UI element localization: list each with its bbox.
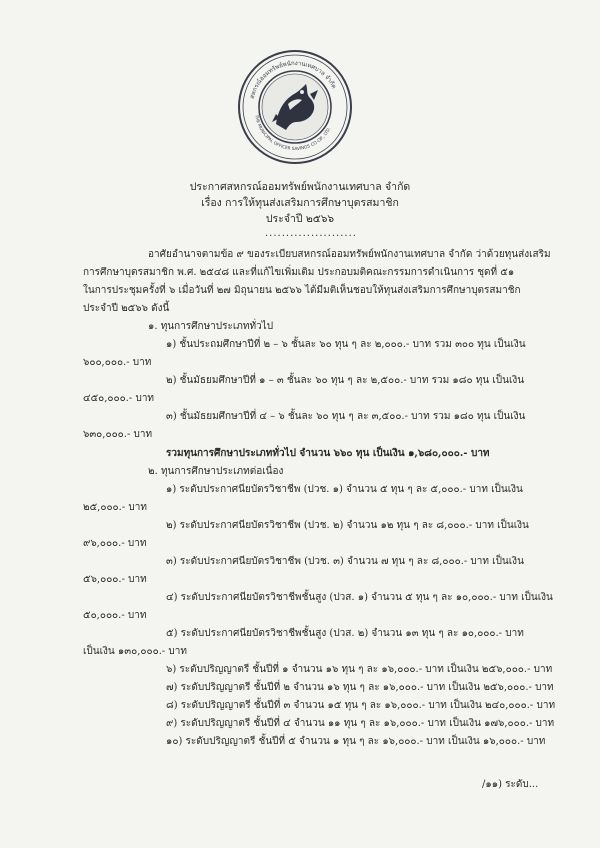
svg-text:สหกรณ์ออมทรัพย์พนักงานเทศบาล จ: สหกรณ์ออมทรัพย์พนักงานเทศบาล จำกัด — [248, 59, 338, 100]
list-item: ๔) ระดับประกาศนียบัตรวิชาชีพชั้นสูง (ปวส. ๑) จำนวน ๕ ทุน ๆ ละ ๑๐,๐๐๐.- บาท เป็นเงิน — [166, 592, 553, 603]
list-item-continuation: ๙๖,๐๐๐.- บาท — [83, 538, 147, 549]
announcement-year: ประจำปี ๒๕๖๖ — [265, 213, 335, 225]
list-item: ๗) ระดับปริญญาตรี ชั้นปีที่ ๒ จำนวน ๑๖ ทุน ๆ ละ ๑๖,๐๐๐.- บาท เป็นเงิน ๒๕๖,๐๐๐.- บาท — [166, 682, 554, 693]
list-item-continuation: ๖๐๐,๐๐๐.- บาท — [83, 357, 152, 368]
list-item: ๒) ชั้นมัธยมศึกษาปีที่ ๑ – ๓ ชั้นละ ๖๐ ทุน ๆ ละ ๒,๕๐๐.- บาท รวม ๑๘๐ ทุน เป็นเงิน — [166, 375, 525, 386]
section-heading: ๒. ทุนการศึกษาประเภทต่อเนื่อง — [148, 466, 284, 477]
intro-line: อาศัยอำนาจตามข้อ ๙ ของระเบียบสหกรณ์ออมทรัพย์พนักงานเทศบาล จำกัด ว่าด้วยทุนส่งเสริม — [148, 249, 551, 260]
list-item-continuation: ๖๓๐,๐๐๐.- บาท — [83, 429, 153, 440]
list-item: ๑) ระดับประกาศนียบัตรวิชาชีพ (ปวช. ๑) จำนวน ๕ ทุน ๆ ละ ๕,๐๐๐.- บาท เป็นเงิน — [166, 484, 523, 495]
intro-line: การศึกษาบุตรสมาชิก พ.ศ. ๒๕๔๘ และที่แก้ไขเพิ่มเติม ประกอบมติคณะกรรมการดำเนินการ ชุดที่ ๕๑ — [83, 267, 515, 278]
intro-line: ในการประชุมครั้งที่ ๖ เมื่อวันที่ ๒๗ มิถุนายน ๒๕๖๖ ได้มีมติเห็นชอบให้ทุนส่งเสริมการศึกษาบุตรสมาชิก — [83, 285, 521, 296]
intro-line: ประจำปี ๒๕๖๖ ดังนี้ — [83, 303, 170, 314]
cooperative-seal-logo — [236, 48, 354, 166]
announcement-title: ประกาศสหกรณ์ออมทรัพย์พนักงานเทศบาล จำกัด — [189, 181, 411, 193]
list-item: ๕) ระดับประกาศนียบัตรวิชาชีพชั้นสูง (ปวส. ๒) จำนวน ๑๓ ทุน ๆ ละ ๑๐,๐๐๐.- บาท — [166, 628, 524, 639]
list-item: ๓) ชั้นมัธยมศึกษาปีที่ ๔ – ๖ ชั้นละ ๖๐ ทุน ๆ ละ ๓,๕๐๐.- บาท รวม ๑๘๐ ทุน เป็นเงิน — [166, 411, 526, 422]
list-item: ๙) ระดับปริญญาตรี ชั้นปีที่ ๔ จำนวน ๑๑ ทุน ๆ ละ ๑๖,๐๐๐.- บาท เป็นเงิน ๑๗๖,๐๐๐.- บาท — [166, 718, 555, 729]
svg-text:THE MUNICIPAL OFFICER SAVINGS: THE MUNICIPAL OFFICER SAVINGS CO-OP., LTD. — [253, 114, 333, 153]
list-item-continuation: ๒๕,๐๐๐.- บาท — [83, 502, 147, 513]
list-item: ๑๐) ระดับปริญญาตรี ชั้นปีที่ ๕ จำนวน ๑ ทุน ๆ ละ ๑๖,๐๐๐.- บาท เป็นเงิน ๑๖,๐๐๐.- บาท — [166, 736, 546, 747]
list-item: ๘) ระดับปริญญาตรี ชั้นปีที่ ๓ จำนวน ๑๕ ทุน ๆ ละ ๑๖,๐๐๐.- บาท เป็นเงิน ๒๔๐,๐๐๐.- บาท — [166, 700, 556, 711]
section-total: รวมทุนการศึกษาประเภททั่วไป จำนวน ๖๖๐ ทุน เป็นเงิน ๑,๖๘๐,๐๐๐.- บาท — [166, 448, 490, 459]
list-item-continuation: ๕๖,๐๐๐.- บาท — [83, 574, 147, 585]
continued-footer: /๑๑) ระดับ... — [482, 779, 539, 790]
header-divider: ...................... — [265, 228, 357, 239]
list-item: ๖) ระดับปริญญาตรี ชั้นปีที่ ๑ จำนวน ๑๖ ทุน ๆ ละ ๑๖,๐๐๐.- บาท เป็นเงิน ๒๕๖,๐๐๐.- บาท — [166, 664, 553, 675]
list-item: ๒) ระดับประกาศนียบัตรวิชาชีพ (ปวช. ๒) จำนวน ๑๒ ทุน ๆ ละ ๘,๐๐๐.- บาท เป็นเงิน — [166, 520, 529, 531]
list-item: ๓) ระดับประกาศนียบัตรวิชาชีพ (ปวช. ๓) จำนวน ๗ ทุน ๆ ละ ๘,๐๐๐.- บาท เป็นเงิน — [166, 556, 524, 567]
announcement-subject: เรื่อง การให้ทุนส่งเสริมการศึกษาบุตรสมาชิก — [201, 197, 399, 209]
list-item-continuation: ๔๕๐,๐๐๐.- บาท — [83, 393, 155, 404]
list-item: ๑) ชั้นประถมศึกษาปีที่ ๒ – ๖ ชั้นละ ๖๐ ทุน ๆ ละ ๒,๐๐๐.- บาท รวม ๓๐๐ ทุน เป็นเงิน — [166, 339, 526, 350]
list-item-continuation: เป็นเงิน ๑๓๐,๐๐๐.- บาท — [83, 646, 187, 657]
list-item-continuation: ๕๐,๐๐๐.- บาท — [83, 610, 147, 621]
section-heading: ๑. ทุนการศึกษาประเภททั่วไป — [148, 321, 274, 332]
